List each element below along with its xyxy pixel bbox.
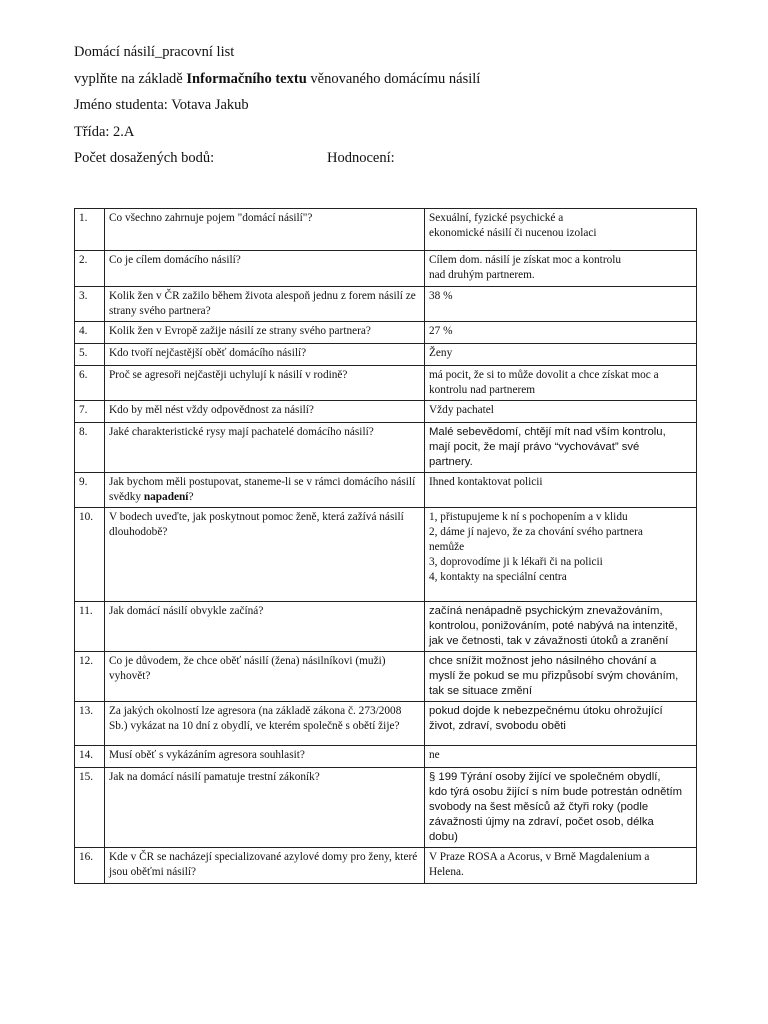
answer-line: 4, kontakty na speciální centra bbox=[429, 571, 567, 583]
answer-line: kdo týrá osobu žijící s ním bude potrestán odnětím bbox=[429, 786, 683, 798]
question-text: Co je cílem domácího násilí? bbox=[105, 251, 425, 287]
question-row bbox=[75, 209, 697, 251]
question-text: Kolik žen v Evropě zažije násilí ze strany svého partnera? bbox=[105, 322, 425, 344]
answer-line: V Praze ROSA a Acorus, v Brně Magdalenium a bbox=[429, 851, 650, 863]
answer-text bbox=[425, 768, 697, 848]
answer-text bbox=[425, 209, 697, 251]
answer-text bbox=[425, 848, 697, 884]
row-number: 9. bbox=[75, 473, 105, 508]
row-number: 11. bbox=[75, 602, 105, 652]
question-suffix: ? bbox=[188, 491, 194, 503]
question-row bbox=[75, 423, 697, 473]
answer-line: tak se situace změní bbox=[429, 685, 532, 697]
question-text: Jak domácí násilí obvykle začíná? bbox=[105, 602, 425, 652]
answer-text bbox=[425, 287, 697, 322]
question-text: Jak na domácí násilí pamatuje trestní zákoník? bbox=[105, 768, 425, 848]
answer-text bbox=[425, 652, 697, 702]
answer-text bbox=[425, 746, 697, 768]
question-row bbox=[75, 652, 697, 702]
row-number: 4. bbox=[75, 322, 105, 344]
answer-line: ekonomické násilí či nucenou izolaci bbox=[429, 227, 597, 239]
answer-line: Malé sebevědomí, chtějí mít nad vším kontrolu, bbox=[429, 426, 666, 438]
answer-text bbox=[425, 702, 697, 746]
question-row bbox=[75, 287, 697, 322]
answer-line: Helena. bbox=[429, 866, 464, 878]
answer-line: jak ve četnosti, tak v závažnosti útoků a zranění bbox=[429, 635, 669, 647]
row-number: 2. bbox=[75, 251, 105, 287]
score-line bbox=[74, 148, 480, 175]
answer-line: Vždy pachatel bbox=[429, 404, 494, 416]
answer-line: 1, přistupujeme k ní s pochopením a v klidu bbox=[429, 511, 628, 523]
question-prefix: Jak bychom měli postupovat, staneme-li se v rámci domácího násilí svědky bbox=[109, 476, 416, 503]
question-row bbox=[75, 251, 697, 287]
question-text: Kolik žen v ČR zažilo během života alespoň jednu z forem násilí ze strany svého partnera? bbox=[105, 287, 425, 322]
question-row bbox=[75, 366, 697, 401]
answer-text bbox=[425, 322, 697, 344]
question-text: V bodech uveďte, jak poskytnout pomoc ženě, která zažívá násilí dlouhodobě? bbox=[105, 508, 425, 602]
question-text: Kdo by měl nést vždy odpovědnost za násilí? bbox=[105, 401, 425, 423]
question-text: Musí oběť s vykázáním agresora souhlasit? bbox=[105, 746, 425, 768]
row-number: 7. bbox=[75, 401, 105, 423]
row-number: 3. bbox=[75, 287, 105, 322]
row-number: 15. bbox=[75, 768, 105, 848]
answer-line: život, zdraví, svobodu oběti bbox=[429, 720, 566, 732]
answer-line: začíná nenápadně psychickým znevažováním, bbox=[429, 605, 663, 617]
row-number: 16. bbox=[75, 848, 105, 884]
answer-line: nemůže bbox=[429, 541, 465, 553]
answer-line: partnery. bbox=[429, 456, 473, 468]
question-text: Proč se agresoři nejčastěji uchylují k násilí v rodině? bbox=[105, 366, 425, 401]
student-name: Jméno studenta: Votava Jakub bbox=[74, 97, 249, 113]
question-text: Co je důvodem, že chce oběť násilí (žena) násilníkovi (muži) vyhovět? bbox=[105, 652, 425, 702]
answer-line: Sexuální, fyzické psychické a bbox=[429, 212, 564, 224]
question-bold: napadení bbox=[143, 491, 189, 503]
answer-text bbox=[425, 344, 697, 366]
answer-text bbox=[425, 423, 697, 473]
answer-line: § 199 Týrání osoby žijící ve společném obydlí, bbox=[429, 771, 661, 783]
answer-line: kontrolou, ponižováním, poté nabývá na intenzitě, bbox=[429, 620, 678, 632]
answer-line: dobu) bbox=[429, 831, 458, 843]
answer-line: kontrolu nad partnerem bbox=[429, 384, 536, 396]
answer-line: 38 % bbox=[429, 290, 453, 302]
points-label: Počet dosažených bodů: bbox=[74, 150, 215, 166]
question-row bbox=[75, 473, 697, 508]
answer-line: myslí že pokud se mu přizpůsobí svým chováním, bbox=[429, 670, 679, 682]
row-number: 10. bbox=[75, 508, 105, 602]
question-text: Co všechno zahrnuje pojem "domácí násilí"? bbox=[105, 209, 425, 251]
instruction-prefix: vyplňte na základě bbox=[74, 70, 187, 87]
answer-line: Ihned kontaktovat policii bbox=[429, 476, 543, 488]
question-row bbox=[75, 602, 697, 652]
question-row bbox=[75, 768, 697, 848]
question-row bbox=[75, 344, 697, 366]
class-name: Třída: 2.A bbox=[74, 123, 135, 140]
answer-line: závažnosti újmy na zdraví, počet osob, délka bbox=[429, 816, 654, 828]
instruction-suffix: věnovaného domácímu násilí bbox=[306, 70, 481, 87]
answer-text bbox=[425, 602, 697, 652]
row-number: 12. bbox=[75, 652, 105, 702]
answer-line: nad druhým partnerem. bbox=[429, 269, 535, 281]
question-row bbox=[75, 322, 697, 344]
answer-line: svobody na šest měsíců až čtyři roky (podle bbox=[429, 801, 649, 813]
answer-line: 2, dáme jí najevo, že za chování svého partnera bbox=[429, 526, 643, 538]
answer-line: 27 % bbox=[429, 325, 453, 337]
row-number: 14. bbox=[75, 746, 105, 768]
worksheet-title: Domácí násilí_pracovní list bbox=[74, 44, 235, 60]
worksheet-table bbox=[74, 208, 697, 884]
question-text: Jaké charakteristické rysy mají pachatelé domácího násilí? bbox=[105, 423, 425, 473]
answer-line: 3, doprovodíme ji k lékaři či na policii bbox=[429, 556, 603, 568]
grade-label: Hodnocení: bbox=[327, 150, 395, 166]
question-row bbox=[75, 702, 697, 746]
instruction-line bbox=[74, 69, 480, 96]
question-row bbox=[75, 848, 697, 884]
row-number: 8. bbox=[75, 423, 105, 473]
question-text bbox=[105, 473, 425, 508]
row-number: 13. bbox=[75, 702, 105, 746]
answer-text bbox=[425, 251, 697, 287]
worksheet-header bbox=[74, 42, 480, 175]
row-number: 1. bbox=[75, 209, 105, 251]
row-number: 5. bbox=[75, 344, 105, 366]
answer-line: mají pocit, že mají právo “vychovávat” své bbox=[429, 441, 640, 453]
answer-line: má pocit, že si to může dovolit a chce získat moc a bbox=[429, 369, 659, 381]
answer-line: Ženy bbox=[429, 347, 453, 359]
answer-text bbox=[425, 366, 697, 401]
answer-line: chce snížit možnost jeho násilného chování a bbox=[429, 655, 657, 667]
question-row bbox=[75, 508, 697, 602]
question-text: Kdo tvoří nejčastější oběť domácího násilí? bbox=[105, 344, 425, 366]
question-row bbox=[75, 401, 697, 423]
instruction-bold: Informačního textu bbox=[186, 70, 307, 87]
row-number: 6. bbox=[75, 366, 105, 401]
question-text: Za jakých okolností lze agresora (na základě zákona č. 273/2008 Sb.) vykázat na 10 dní z obydlí, ve kterém společně s obětí žije? bbox=[105, 702, 425, 746]
answer-line: ne bbox=[429, 749, 440, 761]
answer-text bbox=[425, 508, 697, 602]
answer-line: Cílem dom. násilí je získat moc a kontrolu bbox=[429, 254, 622, 266]
answer-text bbox=[425, 473, 697, 508]
answer-line: pokud dojde k nebezpečnému útoku ohrožující bbox=[429, 705, 663, 717]
question-text: Kde v ČR se nacházejí specializované azylové domy pro ženy, které jsou oběťmi násilí? bbox=[105, 848, 425, 884]
question-row bbox=[75, 746, 697, 768]
answer-text bbox=[425, 401, 697, 423]
